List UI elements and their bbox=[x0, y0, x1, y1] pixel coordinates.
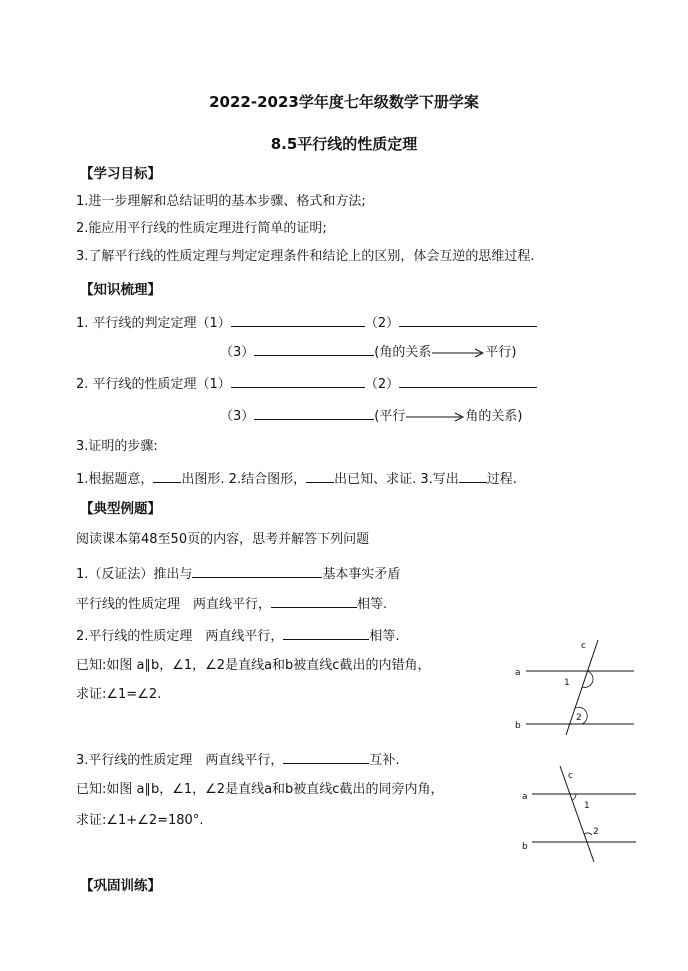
blank-example-2[interactable] bbox=[283, 626, 369, 640]
proof-steps bbox=[76, 469, 517, 489]
label-c: c bbox=[581, 641, 586, 651]
step-1-text: 1.根据题意， bbox=[76, 472, 154, 487]
blank-property-1[interactable] bbox=[231, 374, 365, 388]
blank-step-1[interactable] bbox=[153, 469, 181, 483]
example-1-line-2 bbox=[76, 594, 387, 614]
goal-item-3: 3.了解平行线的性质定理与判定定理条件和结论上的区别，体会互逆的思维过程. bbox=[76, 249, 535, 264]
example-1-text-d: 相等. bbox=[357, 597, 388, 612]
example-3-prove: 求证:∠1+∠2=180°. bbox=[76, 813, 204, 828]
blank-judge-2[interactable] bbox=[399, 313, 537, 327]
judge-theorem-row-2 bbox=[220, 342, 516, 362]
judge-tail-right: 平行) bbox=[485, 345, 517, 360]
property-theorem-row-1 bbox=[76, 374, 537, 394]
angle-1-label: 1 bbox=[564, 678, 570, 688]
goal-item-2: 2.能应用平行线的性质定理进行简单的证明; bbox=[76, 221, 327, 236]
property-tail-left: (平行 bbox=[374, 409, 406, 424]
figure-alternate-angles bbox=[512, 636, 636, 736]
angle-1-label: 1 bbox=[584, 801, 590, 811]
label-a: a bbox=[522, 792, 528, 802]
judge-tail-left: (角的关系 bbox=[374, 345, 432, 360]
step-3-text: 出已知、求证. 3.写出 bbox=[334, 472, 459, 487]
proof-steps-title: 3.证明的步骤: bbox=[76, 439, 158, 454]
goal-item-1: 1.进一步理解和总结证明的基本步骤、格式和方法; bbox=[76, 194, 366, 209]
example-3-text-b: 互补. bbox=[369, 753, 400, 768]
label-a: a bbox=[515, 668, 521, 678]
property-theorem-label: 2. 平行线的性质定理（1） bbox=[76, 377, 231, 392]
example-3-line-1 bbox=[76, 750, 400, 770]
examples-intro: 阅读课本第48至50页的内容，思考并解答下列问题 bbox=[76, 532, 370, 547]
judge-theorem-row-1 bbox=[76, 313, 537, 333]
property-theorem-row-2 bbox=[220, 406, 522, 426]
step-2-text: 出图形. 2.结合图形， bbox=[181, 472, 307, 487]
goals-heading: 【学习目标】 bbox=[80, 166, 161, 182]
property-theorem-2-label: （2） bbox=[364, 377, 400, 392]
label-b: b bbox=[515, 721, 521, 731]
example-1-text-a: 1.（反证法）推出与 bbox=[76, 567, 193, 582]
step-4-text: 过程. bbox=[486, 472, 517, 487]
lesson-title: 8.5平行线的性质定理 bbox=[270, 135, 418, 153]
blank-example-1b[interactable] bbox=[271, 594, 357, 608]
judge-theorem-3-label: （3） bbox=[220, 345, 255, 360]
judge-theorem-2-label: （2） bbox=[364, 316, 400, 331]
example-1-line-1 bbox=[76, 564, 400, 584]
blank-example-1a[interactable] bbox=[192, 564, 322, 578]
blank-property-2[interactable] bbox=[399, 374, 537, 388]
angle-2-label: 2 bbox=[576, 713, 582, 723]
example-2-line-1 bbox=[76, 626, 400, 646]
right-arrow-icon bbox=[405, 412, 465, 422]
angle-2-label: 2 bbox=[593, 827, 599, 837]
document-title: 2022-2023学年度七年级数学下册学案 bbox=[209, 93, 479, 111]
figure-co-interior-angles bbox=[518, 764, 638, 864]
examples-heading: 【典型例题】 bbox=[80, 501, 161, 517]
knowledge-heading: 【知识梳理】 bbox=[80, 282, 161, 298]
example-2-text-b: 相等. bbox=[369, 629, 400, 644]
blank-property-3[interactable] bbox=[254, 406, 374, 420]
label-b: b bbox=[522, 842, 528, 852]
blank-step-3[interactable] bbox=[459, 469, 487, 483]
property-tail-right: 角的关系) bbox=[465, 409, 523, 424]
right-arrow-icon bbox=[431, 348, 485, 358]
judge-theorem-label: 1. 平行线的判定定理（1） bbox=[76, 316, 231, 331]
blank-judge-1[interactable] bbox=[231, 313, 365, 327]
example-1-text-b: 基本事实矛盾 bbox=[322, 567, 401, 582]
example-2-prove: 求证:∠1=∠2. bbox=[76, 687, 162, 702]
example-2-given: 已知:如图 a∥b，∠1，∠2是直线a和b被直线c截出的内错角， bbox=[76, 658, 431, 673]
blank-step-2[interactable] bbox=[306, 469, 334, 483]
blank-example-3[interactable] bbox=[283, 750, 369, 764]
blank-judge-3[interactable] bbox=[254, 342, 374, 356]
example-3-text-a: 3.平行线的性质定理 两直线平行， bbox=[76, 753, 284, 768]
property-theorem-3-label: （3） bbox=[220, 409, 255, 424]
example-1-text-c: 平行线的性质定理 两直线平行， bbox=[76, 597, 272, 612]
example-2-text-a: 2.平行线的性质定理 两直线平行， bbox=[76, 629, 284, 644]
label-c: c bbox=[568, 771, 573, 781]
practice-heading: 【巩固训练】 bbox=[80, 878, 161, 894]
example-3-given: 已知:如图 a∥b，∠1，∠2是直线a和b被直线c截出的同旁内角， bbox=[76, 782, 444, 797]
